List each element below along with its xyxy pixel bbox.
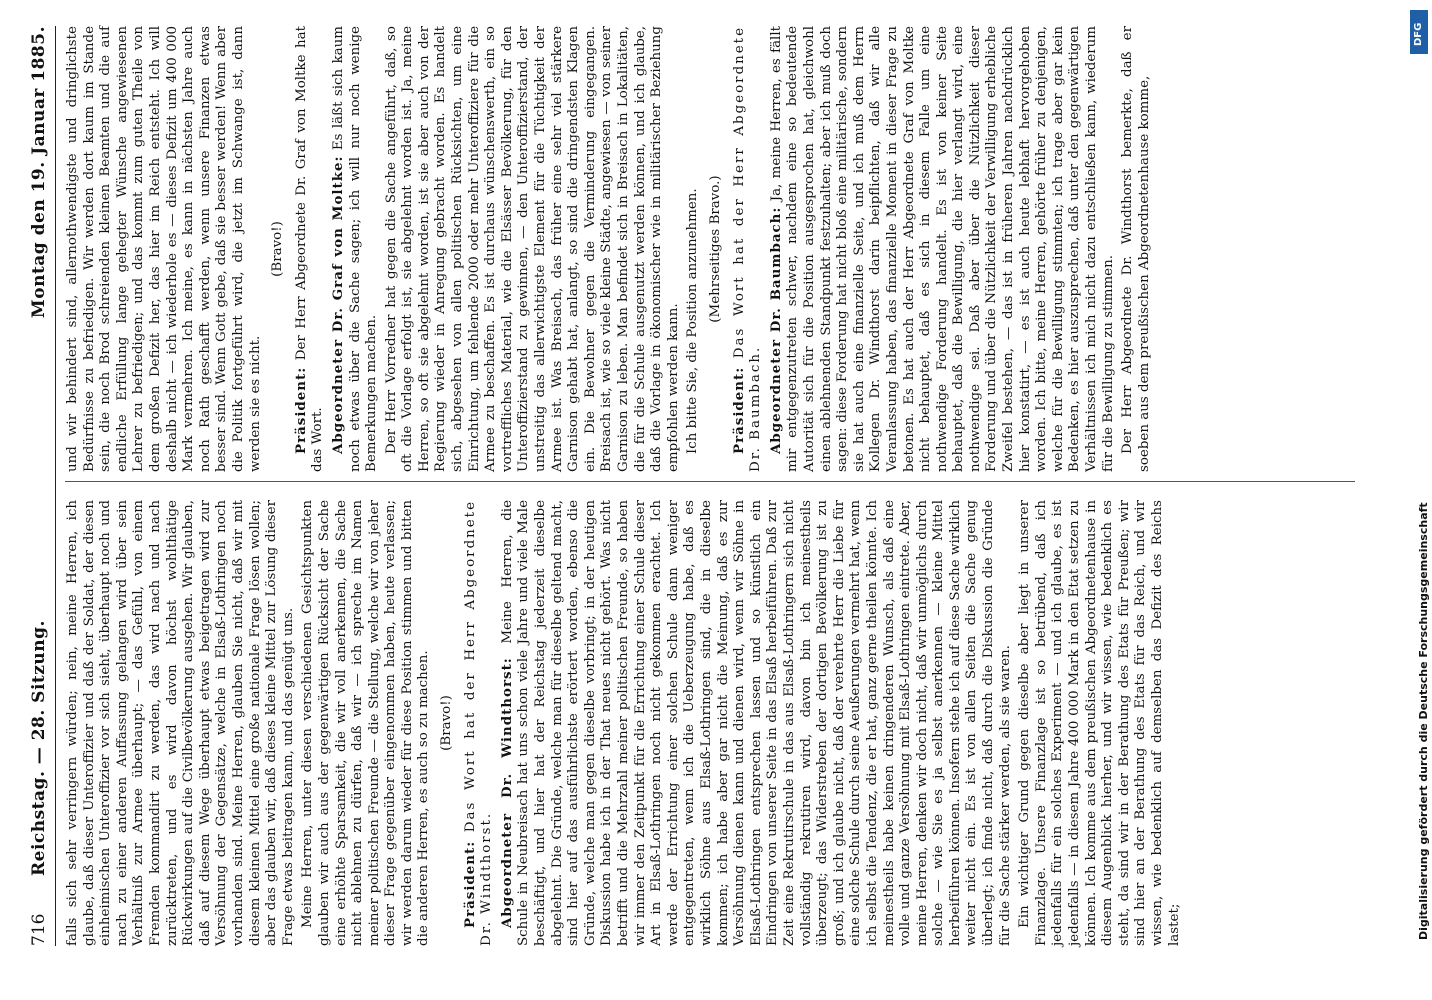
left-speaker-paragraph (499, 500, 1014, 946)
president-text: Das Wort hat der Herr Abgeordnete Dr. Windthorst. (462, 500, 495, 946)
speaker-intro: Abgeordneter Dr. Windthorst: (498, 657, 515, 928)
right-bravo: (Bravo!) (270, 221, 286, 277)
president-label: Präsident: (461, 840, 478, 928)
speaker-intro: Abgeordneter Dr. Baumbach: (767, 206, 784, 454)
right-column (65, 26, 1156, 472)
left-paragraph-2: Meine Herren, unter diesen verschiedenen Gesichtspunkten glauben wir auch aus der gegenwärtigen Rücksicht der Sache eine erhöhte Sparsamkeit, die wir voll anerkennen, die Sache nicht ablehnen zu dürfen, daß wir — ich spreche im Namen meiner politischen Freunde — die Stellung, welche wir von jeher dieser Frage gegenüber eingenommen haben, heute verlassen; wir werden darum wieder für diese Position stimmen und bitten die anderen Herren, es auch so zu machen. (300, 500, 432, 946)
header-rule (55, 26, 56, 946)
column-divider (65, 481, 1355, 482)
right-president-line (293, 26, 327, 472)
right-president2-line (731, 26, 765, 472)
speaker-intro: Abgeordneter Dr. Graf von Moltke: (329, 155, 346, 454)
dfg-logo (1410, 10, 1428, 54)
right-paragraph-1: und wir behindert sind, allernothwendigste und dringlichste Bedürfnisse zu befriedigen. Wir werden dort kaum im Stande sein, die noch Brod schreienden kleinen Beamten und die auf endliche Erfüllung lange gehegter Wünsche angewiesenen Lehrer zu befriedigen; und das kommt zum guten Theile von dem großen Defizit her, das hier im Reich entsteht. Ich will deshalb nicht — ich wiederhole es — dieses Defizit um 400 000 Mark vermehren. Ich meine, es kann in nächsten Jahre auch noch Rath geschafft werden, wenn unsere Finanzen etwas besser sind. Wenn Gott gebe, daß sie besser werden! Wenn aber die Politik fortgeführt wird, die jetzt im Schwange ist, dann werden sie es nicht. (65, 26, 263, 472)
right-speaker2-paragraph (768, 26, 1117, 472)
president-text: Das Wort hat der Herr Abgeordnete Dr. Baumbach. (731, 26, 764, 472)
right-paragraph-4: Ich bitte Sie, die Position anzunehmen. (685, 188, 701, 454)
rotated-page-content (25, 26, 1375, 946)
dfg-credit: Digitalisierung gefördert durch die Deutsche Forschungsgemeinschaft (1417, 502, 1430, 940)
left-column (65, 500, 1186, 946)
left-paragraph-4: Ein wichtiger Grund gegen dieselbe aber liegt in unserer Finanzlage. Unsere Finanzlage ist so betrübend, daß ich jedenfalls für ein solches Experiment — und ich glaube, es ist jedenfalls — in diesem Jahre 400 000 Mark in den Etat setzen zu können. Ich komme aus dem preußischen Abgeordnetenhause in diesem Augenblick hierher, und wir wissen, wie bedenklich es steht, da sind wir in der Berathung des Etats für Preußen; wir sind hier an der Berathung des Etats für das Reich, und wir wissen, wie bedenklich auf demselben das Defizit des Reichs lastet; (1017, 500, 1182, 946)
right-paragraph-3: Der Herr Vorredner hat gegen die Sache angeführt, daß, so oft die Vorlage erfolgt ist, sie abgelehnt worden ist. Ja, meine Herren, so oft sie abgelehnt worden, ist sie aber auch von der Regierung wieder in Anregung gebracht worden. Es handelt sich, abgesehen von allen politischen Rücksichten, um eine Einrichtung, um fehlende 2000 oder mehr Unteroffiziere für die Armee zu beschaffen. Es ist durchaus wünschenswerth, ein so vortreffliches Material, wie die Elsässer Bevölkerung, für den Unteroffizierstand zu gewinnen, — den Unteroffizierstand, der unstreitig das allerwichtigste Element für die Tüchtigkeit der Armee ist. Was Breisach, das früher eine sehr viel stärkere Garnison gehabt hat, anlangt, so sind die dringendsten Klagen ein. Die Bewohner gegen die Verminderung eingegangen. Breisach ist, wie so viele kleine Städte, angewiesen — von seiner Garnison zu leben. Man befindet sich in Breisach in Lokalitäten, die für die Schule ausgenutzt werden können, und ich glaube, daß die Vorlage in ökonomischer wie in militärischer Beziehung empfohlen werden kann. (383, 26, 681, 472)
president-text: Der Herr Abgeordnete Dr. Graf von Moltke hat das Wort. (293, 26, 326, 472)
page-header (25, 26, 59, 946)
left-paragraph-1: falls sich sehr verringern würden; nein, meine Herren, ich glaube, daß dieser Unteroffizier und daß der Soldat, der diesen einheimischen Unteroffizier vor sich sieht, überhaupt noch und nach zu einer anderen Auffassung gelangen wird über sein Verhältniß zur Armee überhaupt; — das Gefühl, von einem Fremden kommandirt zu werden, das wird nach und nach zurücktreten, und es wird davon höchst wohlthätige Rückwirkungen auf die Civilbevölkerung ausgehen. Wir glauben, daß auf diesem Wege überhaupt etwas beigetragen wird zur Versöhnung der Gegensätze, welche in Elsaß-Lothringen noch vorhanden sind. Meine Herren, glauben Sie nicht, daß wir mit diesem kleinen Mittel eine große nationale Frage lösen wollen; aber das glauben wir, daß dieses kleine Mittel zur Lösung dieser Frage etwas beitragen kann, und das genügt uns. (65, 500, 296, 946)
header-right-title: Montag den 19. Januar 1885. (29, 26, 49, 319)
speech-text: Meine Herren, die Schule in Neubreisach hat uns schon viele Jahre und viele Male beschäftigt, und hier hat der Reichstag jederzeit dieselbe abgelehnt. Die Gründe, welche man für dieselbe geltend macht, sind hier auf das ausführlichste erörtert worden, ebenso die Gründe, welche man gegen dieselbe vorbringt; in der heutigen Diskussion habe ich in der That neues nicht gehört. Was nicht betrifft und die Mehrzahl meiner politischen Freunde, so haben wir immer den Zeitpunkt für die Errichtung einer Schule dieser Art in Elsaß-Lothringen noch nicht gekommen erachtet. Ich werde der Errichtung einer solchen Schule dann weniger entgegentreten, wenn ich die Ueberzeugung habe, daß es wirklich Söhne aus Elsaß-Lothringen sind, die in dieselbe kommen; ich habe aber gar nicht die Meinung, daß es zur Versöhnung dienen kann und dienen wird, wenn wir Söhne in Elsaß-Lothringen entsprechen lassen und so künstlich ein Eindringen von unserer Seite in das Elsaß herbeiführen. Daß zur Zeit eine Rekrutirschule in das aus Elsaß-Lothringern sich nicht vollständig rekrutiren wird, davon bin ich meinestheils überzeugt; das Widerstreben der dortigen Bevölkerung ist zu groß; und ich glaube nicht, daß der verehrte Herr die Liebe für eine solche Schule durch seine Aeußerungen vermehrt hat, wenn ich selbst die Tendenz, die er hat, ganz gerne theilen könnte. Ich meinestheils habe keinen dringenderen Wunsch, als daß eine volle und ganze Versöhnung mit Elsaß-Lothringen eintrete. Aber, meine Herren, denken wir doch nicht, daß wir unmöglichs durch solche — wie Sie es ja selbst anerkennen — kleine Mittel herbeiführen können. Insofern stehe ich auf diese Sache wirklich weiter nicht ein. Es ist von allen Seiten die Sache genug überlegt; ich finde nicht, daß durch die Diskussion die Gründe für die Sache stärker werden, als sie waren. (499, 499, 1013, 946)
speech-text: Ja, meine Herren, es fällt mir entgegenzutreten schwer, nachdem eine so bedeutende Autorität sich für die Position ausgesprochen hat, gleichwohl einen ablehnenden Standpunkt festzuhalten; aber ich muß doch sagen: diese Forderung hat nicht bloß eine militärische, sondern sie hat auch eine finanzielle Seite, und ich muß dem Herrn Kollegen Dr. Windthorst darin beipflichten, daß wir alle Veranlassung haben, das finanzielle Moment in dieser Frage zu betonen. Es hat auch der Herr Abgeordnete Graf von Moltke nicht behauptet, daß es sich in diesem Falle um eine nothwendige Forderung handelt. Es ist von keiner Seite behauptet, daß die Bewilligung, die hier verlangt wird, eine nothwendige sei. Daß aber über die Nützlichkeit dieser Forderung und über die Nützlichkeit der Verwilligung erhebliche Zweifel bestehen, — das ist in früheren Jahren nachdrücklich hier konstatirt, — es ist auch heute lebhaft hervorgehoben worden. Ich bitte, meine Herren, gehörte früher zu denjenigen, welche für die Bewilligung stimmten; ich trage aber gar kein Bedenken, es hier auszusprechen, daß unter den gegenwärtigen Verhältnissen ich mich nicht dazu entschließen kann, wiederum für die Bewilligung zu stimmen. (768, 26, 1116, 472)
president-label: Präsident: (292, 366, 309, 454)
left-bravo: (Bravo!) (439, 695, 455, 751)
right-applause: (Mehrseitiges Bravo.) (707, 175, 723, 323)
right-speaker-paragraph (330, 26, 381, 472)
page-number: 716 (29, 913, 49, 946)
header-left-title: Reichstag. — 28. Sitzung. (29, 620, 49, 876)
speech-text: Es läßt sich kaum noch etwas über die Sache sagen; ich will nur noch wenige Bemerkungen machen. (330, 26, 380, 472)
dfg-logo-text: DFG (1413, 22, 1424, 46)
right-paragraph-6: Der Herr Abgeordnete Dr. Windthorst bemerkte, daß er soeben aus dem preußischen Abgeordnetenhause komme, (1120, 26, 1152, 472)
president-label: Präsident: (730, 366, 747, 454)
left-president-line (462, 500, 496, 946)
